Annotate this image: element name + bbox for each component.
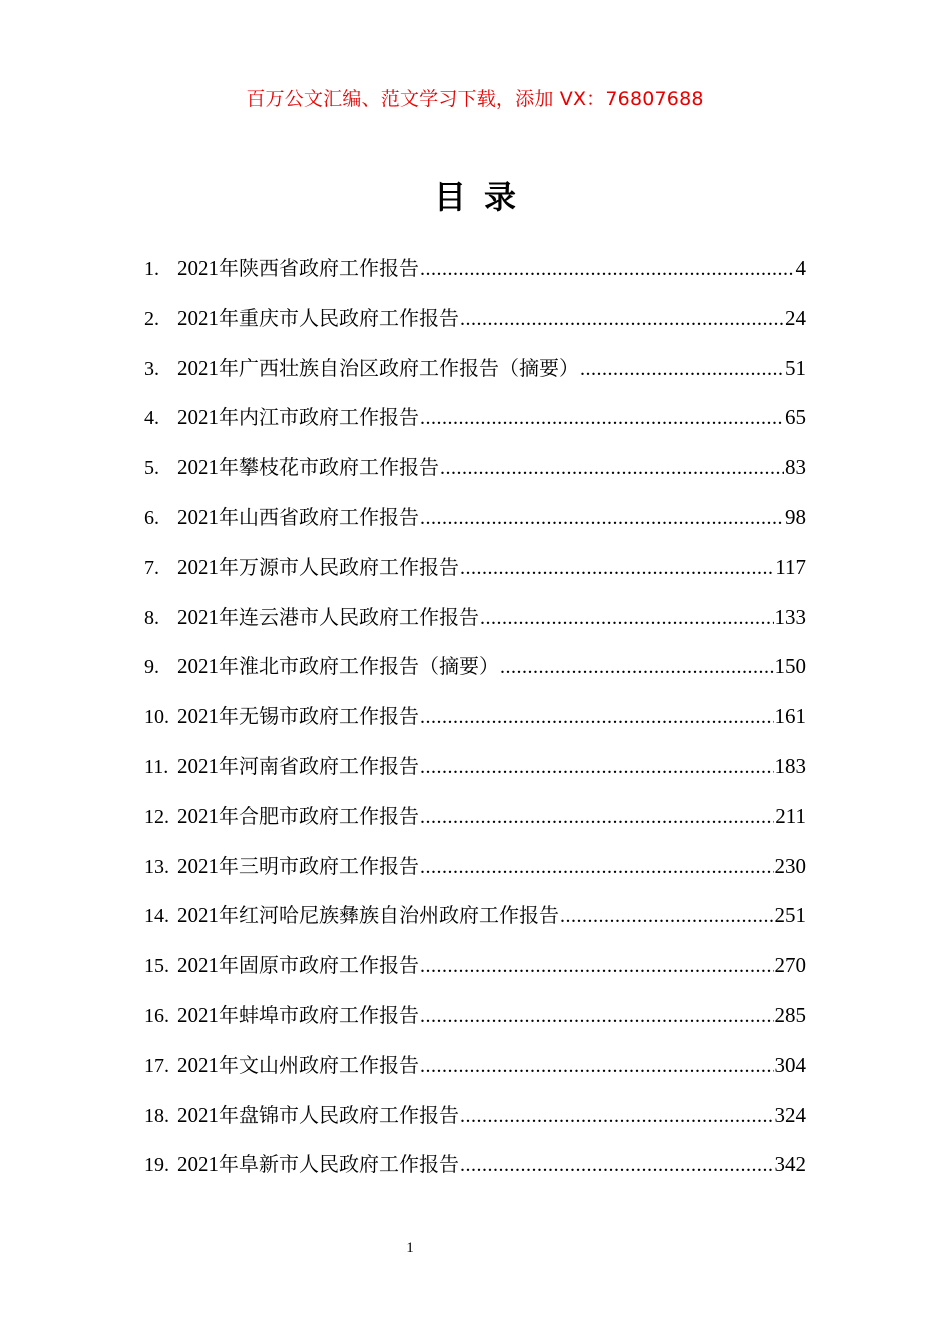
toc-leader-dots [420,258,795,281]
toc-entry-title [177,800,419,829]
toc-entry-text: 年三明市政府工作报告 [219,853,419,878]
toc-leader-dots [420,756,774,779]
toc-entry-text: 年无锡市政府工作报告 [219,704,419,729]
toc-entry-text: 年河南省政府工作报告 [219,753,419,778]
toc-entry-year: 2021 [177,405,219,430]
toc-entry-page: 304 [774,1052,806,1077]
toc-leader-dots [460,557,774,580]
toc-entry-number: 6. [144,506,159,529]
toc-entry-8[interactable] [144,601,806,651]
toc-entry-page: 161 [774,704,806,729]
toc-entry-number: 15. [144,955,169,978]
toc-entry-number: 1. [144,258,159,280]
toc-entry-text: 年固原市政府工作报告 [219,953,419,978]
toc-entry-1[interactable] [144,252,806,302]
toc-leader-dots [460,308,784,331]
toc-entry-title [177,949,419,978]
toc-entry-number: 10. [144,706,169,729]
toc-entry-text: 年连云港市人民政府工作报告 [219,604,479,629]
toc-entry-17[interactable] [144,1049,806,1099]
toc-entry-title [177,451,439,480]
toc-entry-page: 24 [785,305,806,330]
toc-entry-text: 年陕西省政府工作报告 [219,256,419,280]
toc-entry-year: 2021 [177,1002,219,1027]
toc-entry-year: 2021 [177,704,219,729]
toc-entry-year: 2021 [177,355,219,380]
toc-entry-title [177,750,419,779]
toc-entry-number: 12. [144,805,169,828]
toc-entry-year: 2021 [177,554,219,579]
toc-entry-9[interactable] [144,650,806,700]
toc-entry-page: 211 [775,803,806,828]
toc-entry-number: 4. [144,407,159,430]
toc-entry-title [177,1099,459,1128]
toc-entry-year: 2021 [177,604,219,629]
toc-leader-dots [420,806,774,829]
toc-entry-title [177,501,419,530]
toc-entry-text: 年蚌埠市政府工作报告 [219,1002,419,1027]
toc-entry-page: 183 [774,753,806,778]
toc-entry-number: 3. [144,357,159,380]
toc-leader-dots [460,1105,774,1128]
toc-entry-text: 年盘锦市人民政府工作报告 [219,1102,459,1127]
toc-leader-dots [480,607,774,630]
toc-entry-title [177,850,419,879]
toc-entry-page: 251 [774,903,806,928]
toc-entry-page: 270 [774,953,806,978]
toc-entry-title [177,601,479,630]
toc-entry-number: 18. [144,1104,169,1127]
toc-title: 目录 [433,178,534,216]
toc-entry-4[interactable] [144,401,806,451]
toc-entry-text: 年攀枝花市政府工作报告 [219,455,439,480]
toc-leader-dots [420,955,774,978]
toc-entry-19[interactable] [144,1148,806,1198]
toc-entry-text: 年重庆市人民政府工作报告 [219,305,459,330]
toc-entry-text: 年阜新市人民政府工作报告 [219,1152,459,1177]
toc-entry-number: 5. [144,457,159,480]
toc-entry-page: 117 [775,554,806,579]
toc-entry-text: 年广西壮族自治区政府工作报告（摘要） [219,355,579,380]
toc-entry-title [177,650,499,679]
toc-leader-dots [420,1055,774,1078]
toc-entry-number: 13. [144,855,169,878]
toc-entry-number: 7. [144,556,159,579]
toc-entry-year: 2021 [177,305,219,330]
toc-entry-7[interactable] [144,551,806,601]
toc-entry-18[interactable] [144,1099,806,1149]
header-banner: 百万公文汇编、范文学习下载，添加 VX：76807688 [246,88,704,110]
toc-entry-page: 230 [774,853,806,878]
toc-entry-11[interactable] [144,750,806,800]
toc-entry-number: 14. [144,905,169,928]
toc-entry-number: 9. [144,656,159,679]
toc-entry-13[interactable] [144,850,806,900]
toc-entry-12[interactable] [144,800,806,850]
toc-entry-6[interactable] [144,501,806,551]
toc-entry-5[interactable] [144,451,806,501]
toc-entry-year: 2021 [177,256,219,280]
toc-leader-dots [420,407,784,430]
toc-leader-dots [560,905,774,928]
toc-entry-text: 年淮北市政府工作报告（摘要） [219,654,499,679]
toc-leader-dots [440,457,784,480]
toc-entry-page: 133 [774,604,806,629]
toc-leader-dots [420,1005,774,1028]
toc-entry-year: 2021 [177,504,219,529]
toc-entry-14[interactable] [144,899,806,949]
toc-entry-page: 324 [774,1102,806,1127]
toc-entry-number: 19. [144,1154,169,1177]
toc-entry-year: 2021 [177,903,219,928]
toc-entry-number: 16. [144,1004,169,1027]
toc-leader-dots [580,358,784,381]
toc-entry-page: 65 [785,405,806,430]
toc-entry-title [177,1049,419,1078]
toc-entry-year: 2021 [177,953,219,978]
toc-entry-title [177,1148,459,1177]
toc-entry-page: 98 [785,504,806,529]
toc-entry-number: 11. [144,755,169,778]
toc-entry-page: 4 [795,256,806,280]
toc-leader-dots [500,656,774,679]
toc-entry-title [177,999,419,1028]
toc-entry-title [177,352,579,381]
toc-entry-2[interactable] [144,302,806,352]
toc-entry-year: 2021 [177,455,219,480]
toc-entry-text: 年万源市人民政府工作报告 [219,554,459,579]
toc-leader-dots [420,856,774,879]
toc-entry-year: 2021 [177,1102,219,1127]
toc-entry-year: 2021 [177,654,219,679]
toc-entry-number: 17. [144,1054,169,1077]
toc-leader-dots [420,706,774,729]
toc-entry-text: 年红河哈尼族彝族自治州政府工作报告 [219,903,559,928]
toc-entry-page: 285 [774,1002,806,1027]
page-number: 1 [406,1240,414,1256]
toc-entry-page: 150 [774,654,806,679]
toc-entry-title [177,302,459,331]
toc-entry-title [177,551,459,580]
toc-entry-text: 年内江市政府工作报告 [219,405,419,430]
toc-entry-text: 年合肥市政府工作报告 [219,803,419,828]
toc-entry-10[interactable] [144,700,806,750]
toc-entry-16[interactable] [144,999,806,1049]
toc-entry-title [177,252,419,281]
toc-leader-dots [460,1154,774,1177]
toc-entry-page: 342 [774,1152,806,1177]
toc-leader-dots [420,507,784,530]
toc-entry-year: 2021 [177,803,219,828]
toc-entry-title [177,899,559,928]
toc-entry-text: 年山西省政府工作报告 [219,504,419,529]
toc-entry-15[interactable] [144,949,806,999]
toc-entry-page: 83 [785,455,806,480]
toc-entry-year: 2021 [177,853,219,878]
toc-entry-text: 年文山州政府工作报告 [219,1052,419,1077]
toc-entry-number: 8. [144,606,159,629]
toc-entry-3[interactable] [144,352,806,402]
toc-list [144,252,806,1198]
toc-entry-year: 2021 [177,1152,219,1177]
toc-entry-title [177,700,419,729]
toc-entry-page: 51 [785,355,806,380]
toc-entry-year: 2021 [177,753,219,778]
toc-entry-title [177,401,419,430]
toc-entry-year: 2021 [177,1052,219,1077]
toc-entry-number: 2. [144,307,159,330]
